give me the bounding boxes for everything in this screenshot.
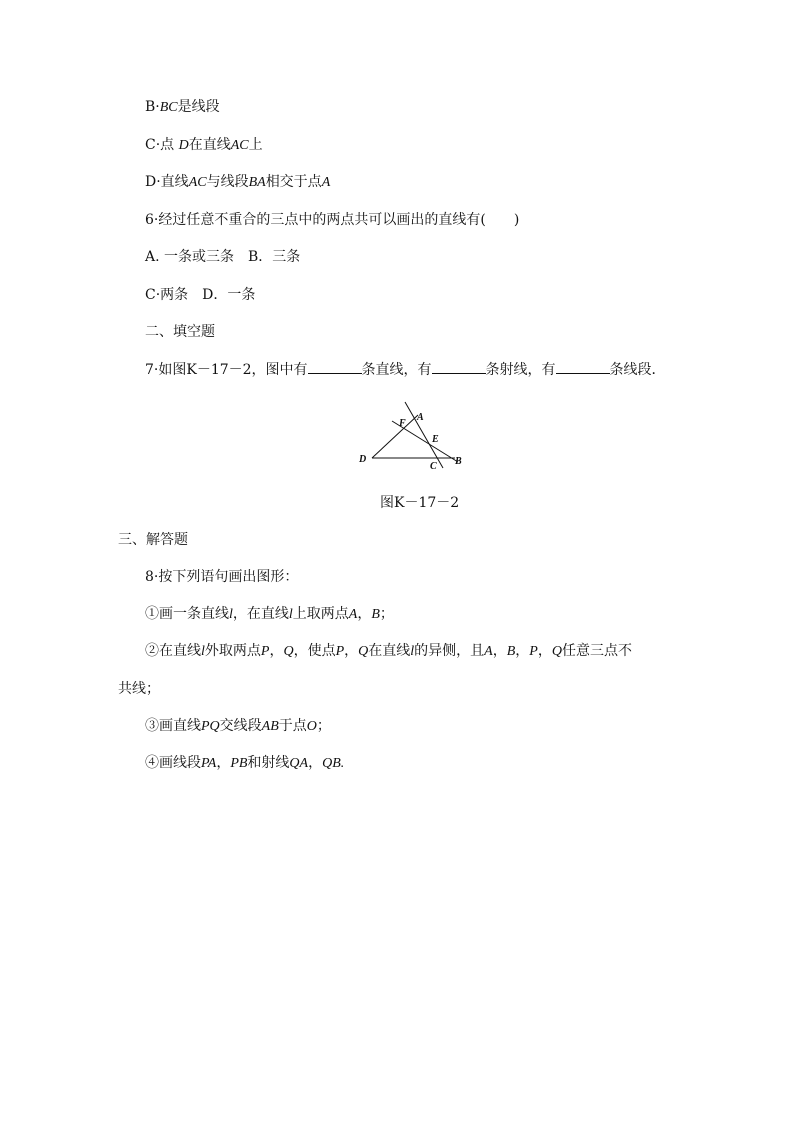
option-d: D·直线AC与线段BA相交于点A	[145, 174, 331, 190]
question-8-step-1: ①画一条直线l，在直线l上取两点A，B；	[145, 606, 394, 622]
label-f: F	[399, 418, 406, 429]
option-c: C·点 D在直线AC上	[145, 137, 263, 153]
label-d: D	[359, 454, 367, 465]
question-8-step-2-continued: 共线；	[118, 681, 160, 697]
question-6: 6·经过任意不重合的三点中的两点共可以画出的直线有( )	[145, 212, 520, 228]
geometry-figure	[355, 400, 475, 475]
question-7: 7·如图K－17－2，图中有 条直线，有 条射线，有 条线段．	[145, 359, 666, 380]
section-solve-heading: 三、解答题	[118, 532, 188, 548]
question-8: 8·按下列语句画出图形：	[145, 569, 299, 585]
option-b: B·BC是线段	[145, 99, 220, 115]
question-6-options-cd: C·两条 D．一条	[145, 287, 256, 303]
label-c: C	[430, 461, 437, 472]
label-b: B	[455, 456, 462, 467]
answer-blank-segments[interactable]	[556, 359, 610, 374]
answer-blank-lines[interactable]	[308, 359, 362, 374]
segment-da	[372, 415, 418, 458]
answer-blank-rays[interactable]	[432, 359, 486, 374]
question-8-step-3: ③画直线PQ交线段AB于点O；	[145, 718, 331, 734]
section-fill-blank-heading: 二、填空题	[145, 324, 215, 340]
label-a: A	[417, 412, 424, 423]
question-8-step-4: ④画线段PA，PB和射线QA，QB.	[145, 755, 345, 771]
figure-caption: 图K－17－2	[380, 495, 460, 511]
label-e: E	[432, 434, 439, 445]
question-8-step-2: ②在直线l外取两点P，Q，使点P，Q在直线l的异侧，且A，B，P，Q任意三点不	[145, 643, 632, 659]
question-6-options-ab: A. 一条或三条 B．三条	[145, 249, 301, 265]
